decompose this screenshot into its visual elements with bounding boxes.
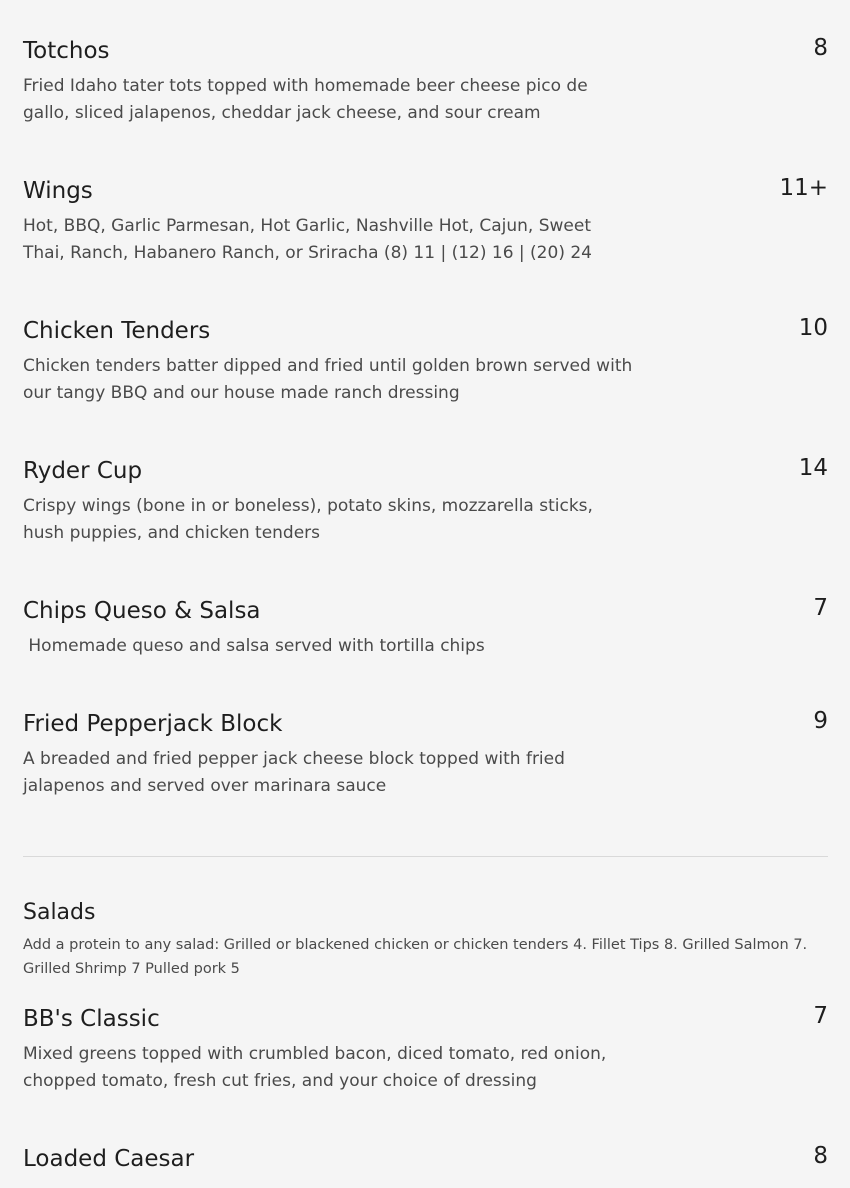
item-price: 7 xyxy=(813,1003,828,1029)
section-title-salads: Salads xyxy=(23,900,96,925)
item-description: Homemade queso and salsa served with tortilla chips xyxy=(23,636,485,656)
item-name: Fried Pepperjack Block xyxy=(23,711,283,737)
item-price: 8 xyxy=(813,1143,828,1169)
item-name: Wings xyxy=(23,178,93,204)
item-description: Fried Idaho tater tots topped with homemade beer cheese pico de gallo, sliced jalapenos, cheddar jack cheese, and sour cream xyxy=(23,76,588,123)
item-name: BB's Classic xyxy=(23,1006,160,1032)
section-divider xyxy=(23,856,828,857)
item-price: 10 xyxy=(798,315,828,341)
item-name: Chicken Tenders xyxy=(23,318,211,344)
item-description: A breaded and fried pepper jack cheese block topped with fried jalapenos and served over marinara sauce xyxy=(23,749,565,796)
item-price: 14 xyxy=(798,455,828,481)
section-note: Add a protein to any salad: Grilled or blackened chicken or chicken tenders 4. Fillet Tips 8. Grilled Salmon 7. Grilled Shrimp 7 Pulled pork 5 xyxy=(23,937,808,977)
item-name: Loaded Caesar xyxy=(23,1146,195,1172)
item-price: 11+ xyxy=(779,175,828,201)
item-name: Totchos xyxy=(23,38,110,64)
item-name: Chips Queso & Salsa xyxy=(23,598,261,624)
item-name: Ryder Cup xyxy=(23,458,143,484)
item-price: 7 xyxy=(813,595,828,621)
item-description: Hot, BBQ, Garlic Parmesan, Hot Garlic, Nashville Hot, Cajun, Sweet Thai, Ranch, Habanero Ranch, or Sriracha (8) 11 | (12) 16 | (20) 24 xyxy=(23,216,592,263)
item-price: 8 xyxy=(813,35,828,61)
item-price: 9 xyxy=(813,708,828,734)
item-description: Crispy wings (bone in or boneless), potato skins, mozzarella sticks, hush puppies, and chicken tenders xyxy=(23,496,593,543)
item-description: Chicken tenders batter dipped and fried until golden brown served with our tangy BBQ and our house made ranch dressing xyxy=(23,356,633,403)
item-description: Mixed greens topped with crumbled bacon, diced tomato, red onion, chopped tomato, fresh cut fries, and your choice of dressing xyxy=(23,1044,607,1091)
